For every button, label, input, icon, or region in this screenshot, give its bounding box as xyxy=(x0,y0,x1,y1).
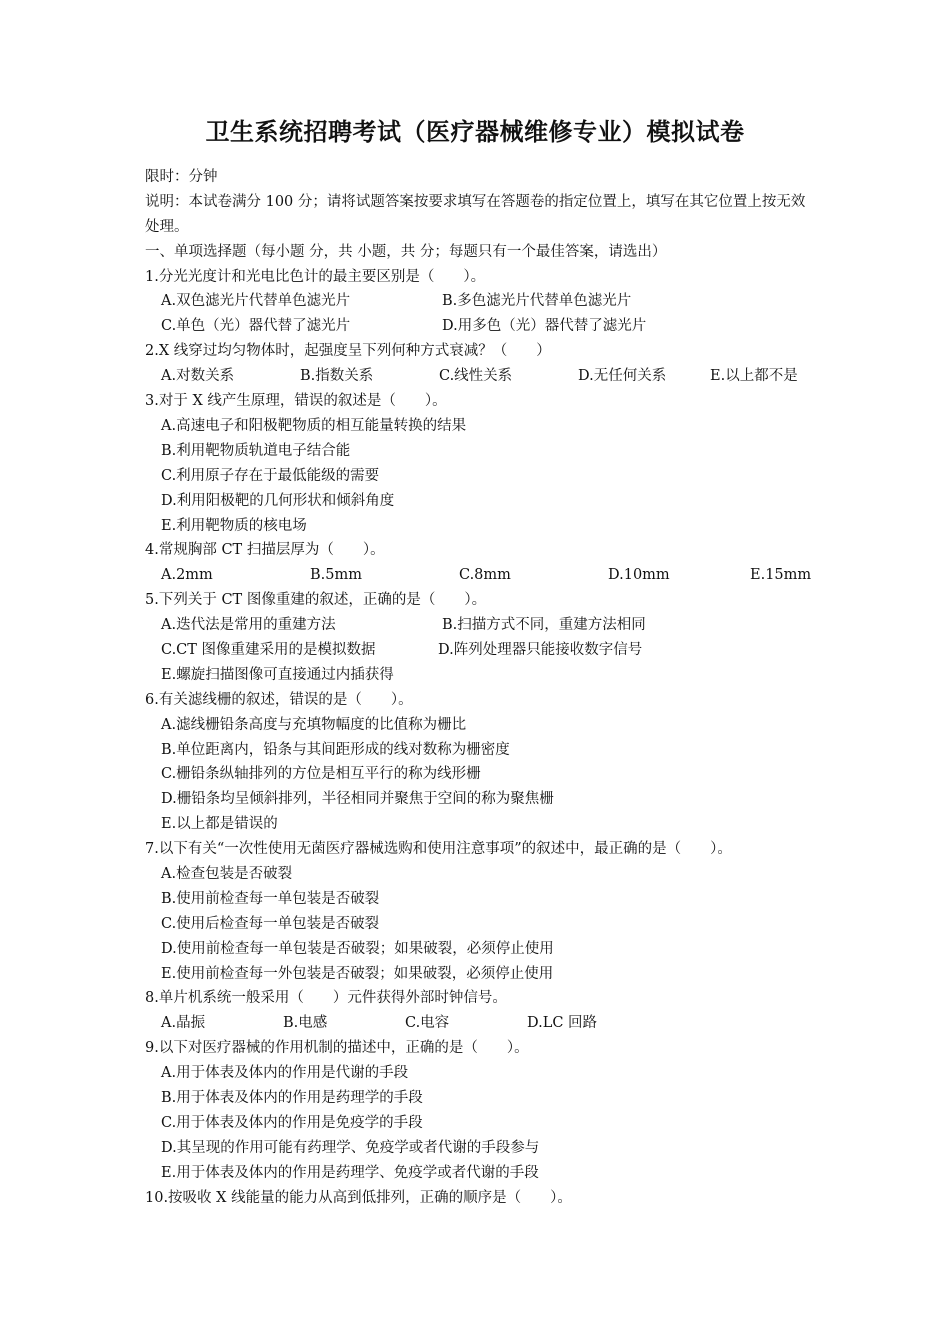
time-limit: 限时：分钟 xyxy=(145,169,218,185)
option: B.5mm xyxy=(310,567,362,584)
option: A.双色滤光片代替单色滤光片 xyxy=(161,293,351,310)
option: B.单位距离内，铅条与其间距形成的线对数称为栅密度 xyxy=(161,741,510,758)
option: E.用于体表及体内的作用是药理学、免疫学或者代谢的手段 xyxy=(161,1164,539,1181)
question-stem: 10.按吸收 X 线能量的能力从高到低排列，正确的顺序是（ ）。 xyxy=(145,1189,572,1206)
option: D.其呈现的作用可能有药理学、免疫学或者代谢的手段参与 xyxy=(161,1139,540,1156)
option-row xyxy=(145,638,817,663)
question-stem: 9.以下对医疗器械的作用机制的描述中，正确的是（ ）。 xyxy=(145,1040,529,1057)
option: D.阵列处理器只能接收数字信号 xyxy=(438,641,643,658)
option: C.使用后检查每一单包装是否破裂 xyxy=(161,915,380,932)
option: D.用多色（光）器代替了滤光片 xyxy=(442,318,647,335)
option-row xyxy=(145,1011,817,1036)
question-stem: 2.X 线穿过均匀物体时，起强度呈下列何种方式衰减？（ ） xyxy=(145,343,551,360)
option-row xyxy=(145,289,817,314)
option: B.扫描方式不同，重建方法相同 xyxy=(442,617,646,634)
option: E.以上都是错误的 xyxy=(161,816,278,833)
option: B.用于体表及体内的作用是药理学的手段 xyxy=(161,1089,423,1106)
option: A.高速电子和阳极靶物质的相互能量转换的结果 xyxy=(161,417,467,434)
option: D.10mm xyxy=(608,567,670,584)
option: B.使用前检查每一单包装是否破裂 xyxy=(161,890,380,907)
option: D.LC 回路 xyxy=(527,1015,598,1032)
option: C.利用原子存在于最低能级的需要 xyxy=(161,467,380,484)
option: A.滤线栅铅条高度与充填物幅度的比值称为栅比 xyxy=(161,716,467,733)
option: C.用于体表及体内的作用是免疫学的手段 xyxy=(161,1114,423,1131)
option: C.栅铅条纵轴排列的方位是相互平行的称为线形栅 xyxy=(161,766,481,783)
option: C.电容 xyxy=(405,1015,450,1032)
option: B.多色滤光片代替单色滤光片 xyxy=(442,293,632,310)
option: B.利用靶物质轨道电子结合能 xyxy=(161,442,351,459)
exam-content xyxy=(145,165,817,1210)
option: B.电感 xyxy=(283,1015,328,1032)
question-stem: 6.有关滤线栅的叙述，错误的是（ ）。 xyxy=(145,691,413,708)
section-heading: 一、单项选择题（每小题 分，共 小题，共 分；每题只有一个最佳答案，请选出） xyxy=(145,243,667,260)
option: E.利用靶物质的核电场 xyxy=(161,517,307,534)
option: C.线性关系 xyxy=(439,368,513,385)
option: A.用于体表及体内的作用是代谢的手段 xyxy=(161,1065,409,1082)
option: E.使用前检查每一外包装是否破裂；如果破裂，必须停止使用 xyxy=(161,965,554,982)
option: C.8mm xyxy=(459,567,511,584)
option-row xyxy=(145,613,817,638)
exam-title: 卫生系统招聘考试（医疗器械维修专业）模拟试卷 xyxy=(205,118,745,146)
question-stem: 3.对于 X 线产生原理，错误的叙述是（ ）。 xyxy=(145,393,447,410)
instructions: 说明：本试卷满分 100 分；请将试题答案按要求填写在答题卷的指定位置上，填写在其它位置上按无效处理。 xyxy=(145,193,806,235)
question-stem: 4.常规胸部 CT 扫描层厚为（ ）。 xyxy=(145,542,385,559)
option: E.以上都不是 xyxy=(710,368,798,385)
option-row xyxy=(145,314,817,339)
option-row xyxy=(145,364,817,389)
option-row xyxy=(145,563,817,588)
option: A.对数关系 xyxy=(161,368,235,385)
question-stem: 5.下列关于 CT 图像重建的叙述，正确的是（ ）。 xyxy=(145,592,487,609)
question-stem: 1.分光光度计和光电比色计的最主要区别是（ ）。 xyxy=(145,268,486,285)
option: A.晶振 xyxy=(161,1015,206,1032)
option: D.利用阳极靶的几何形状和倾斜角度 xyxy=(161,492,395,509)
option: B.指数关系 xyxy=(300,368,374,385)
option: E.15mm xyxy=(750,567,812,584)
option: C.单色（光）器代替了滤光片 xyxy=(161,318,351,335)
option: D.使用前检查每一单包装是否破裂；如果破裂，必须停止使用 xyxy=(161,940,554,957)
question-stem: 7.以下有关“一次性使用无菌医疗器械选购和使用注意事项”的叙述中，最正确的是（ ）。 xyxy=(145,841,732,858)
option: E.螺旋扫描图像可直接通过内插获得 xyxy=(161,666,394,683)
question-stem: 8.单片机系统一般采用（ ）元件获得外部时钟信号。 xyxy=(145,990,507,1007)
option: A.2mm xyxy=(161,567,213,584)
option: D.栅铅条均呈倾斜排列，半径相同并聚焦于空间的称为聚焦栅 xyxy=(161,791,554,808)
option: C.CT 图像重建采用的是模拟数据 xyxy=(161,641,376,658)
option: A.检查包装是否破裂 xyxy=(161,865,293,882)
option: A.迭代法是常用的重建方法 xyxy=(161,617,336,634)
option: D.无任何关系 xyxy=(578,368,667,385)
